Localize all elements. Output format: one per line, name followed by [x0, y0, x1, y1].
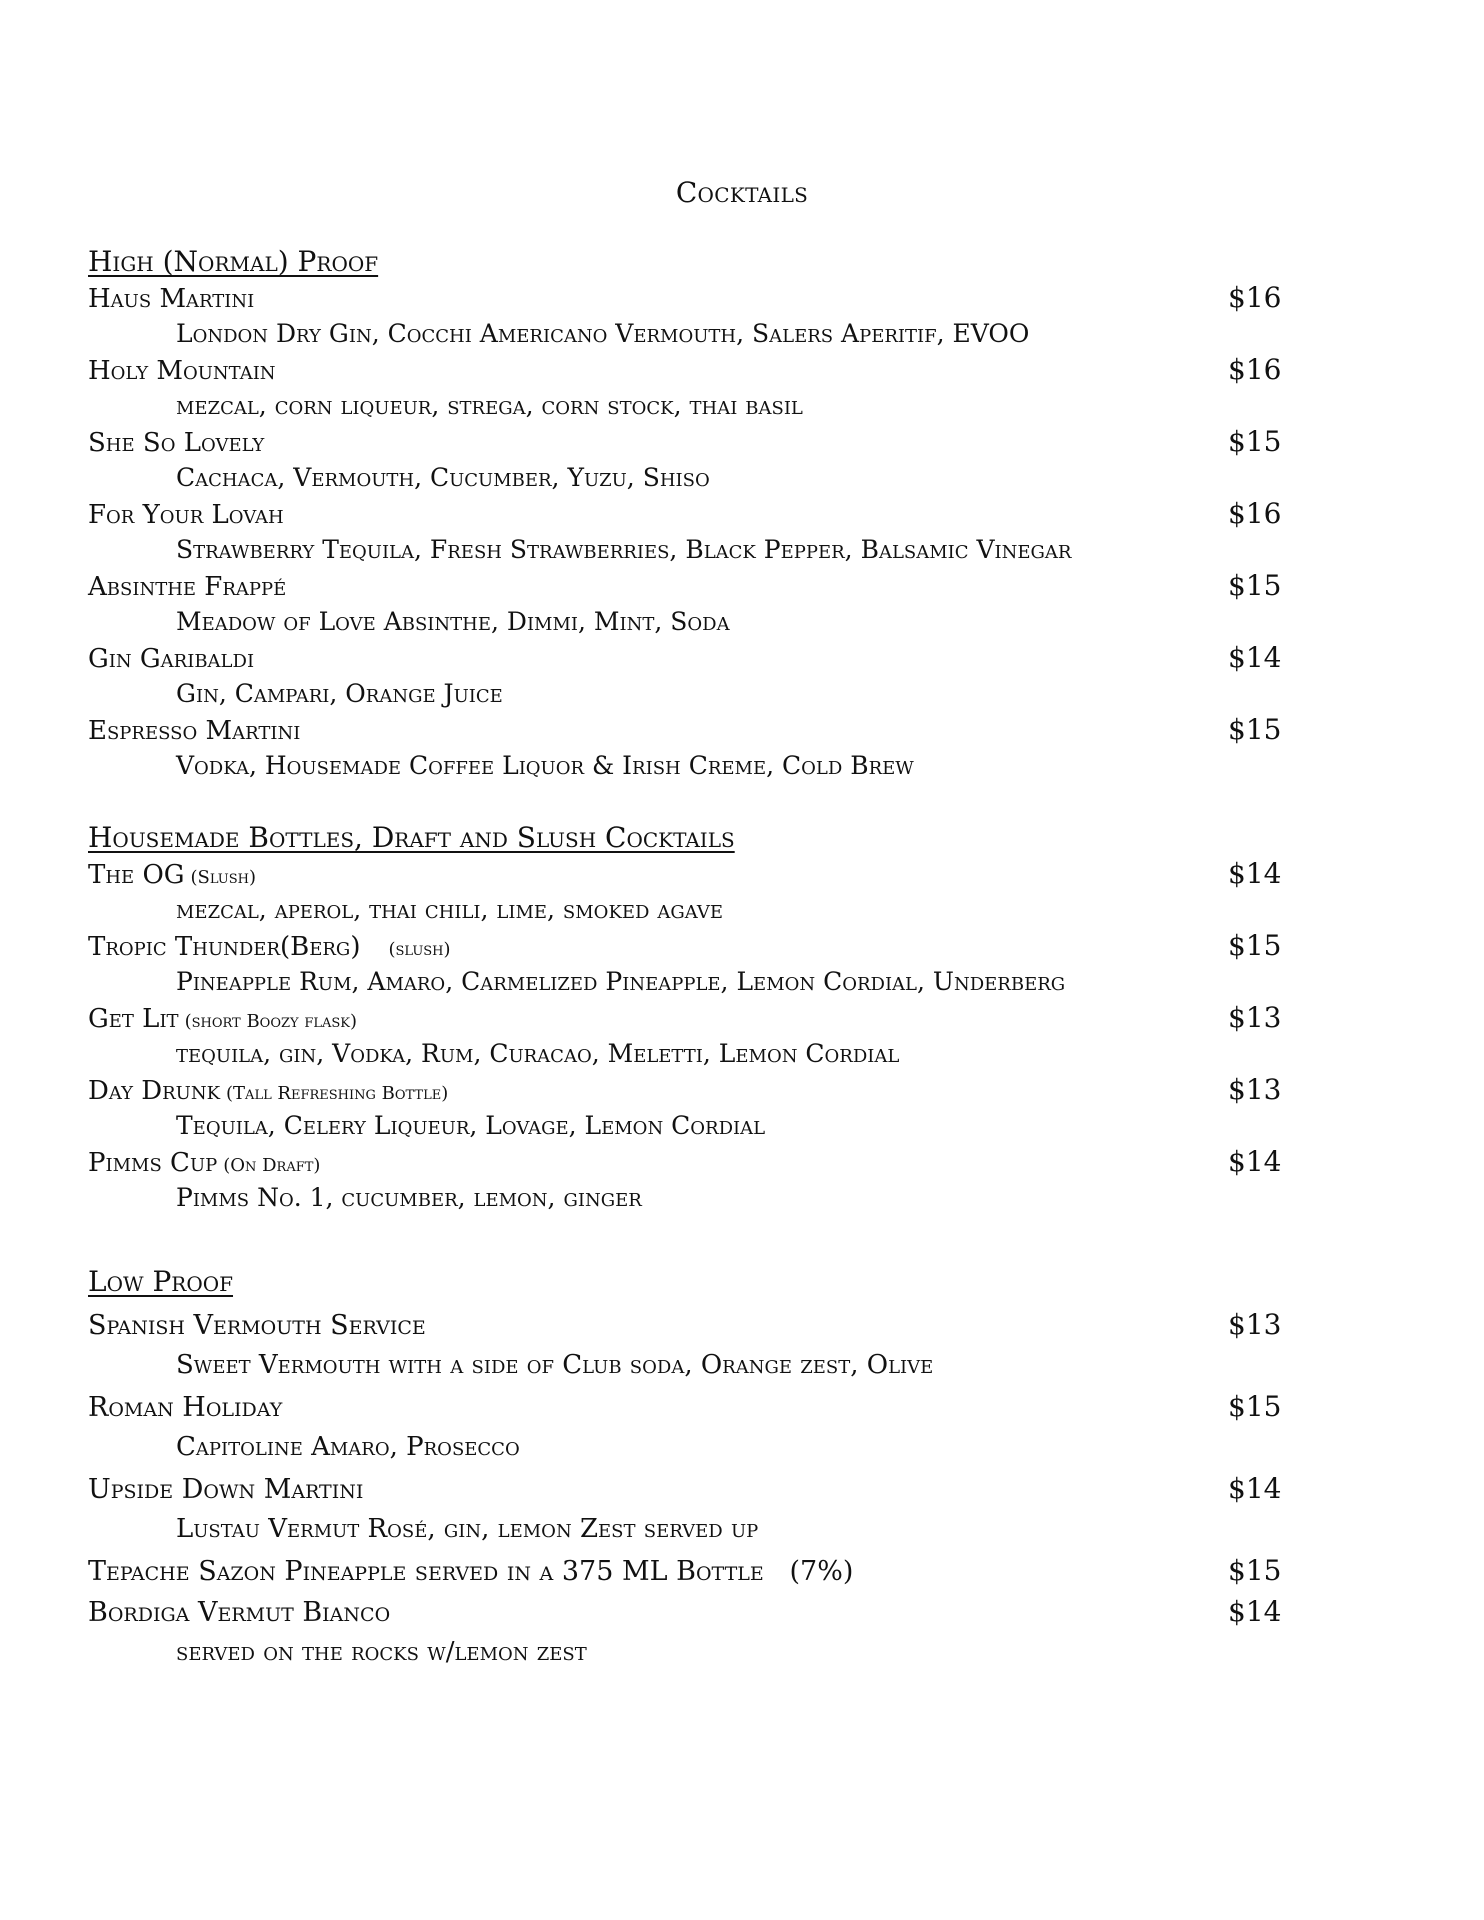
item-description: Tequila, Celery Liqueur, Lovage, Lemon Cordial: [176, 1111, 766, 1140]
item-description: Lustau Vermut Rosé, gin, lemon Zest served up: [176, 1514, 759, 1544]
menu-item: [88, 1591, 1282, 1632]
item-description: mezcal, corn liqueur, strega, corn stock, thai basil: [176, 391, 803, 420]
section-spacer: [88, 784, 1278, 820]
item-note: (slush): [388, 939, 451, 960]
item-price: $15: [1228, 1554, 1282, 1587]
item-name: Upside Down Martini: [88, 1474, 364, 1505]
item-price: $16: [1228, 353, 1282, 386]
item-description: served on the rocks w/lemon zest: [176, 1637, 587, 1667]
item-name: Espresso Martini: [88, 716, 301, 746]
item-description: London Dry Gin, Cocchi Americano Vermouth, Salers Aperitif, EVOO: [176, 319, 1030, 348]
item-note: (Slush): [190, 867, 257, 888]
item-description: tequila, gin, Vodka, Rum, Curacao, Meletti, Lemon Cordial: [176, 1039, 900, 1068]
item-price: $16: [1228, 497, 1282, 530]
item-price: $13: [1228, 1308, 1282, 1341]
item-name: Holy Mountain: [88, 356, 276, 386]
section-heading: Low Proof: [88, 1265, 234, 1298]
section-heading: High (Normal) Proof: [88, 245, 379, 278]
item-description: Meadow of Love Absinthe, Dimmi, Mint, Soda: [176, 607, 730, 636]
item-name: Bordiga Vermut Bianco: [88, 1597, 391, 1628]
item-name-group: [88, 1073, 448, 1112]
item-price: $14: [1228, 1145, 1282, 1178]
item-name: Absinthe Frappé: [88, 572, 287, 602]
item-description: Strawberry Tequila, Fresh Strawberries, Black Pepper, Balsamic Vinegar: [176, 535, 1072, 564]
cocktail-menu: [88, 244, 1282, 1673]
section-spacer: [88, 1216, 1278, 1260]
item-price: $15: [1228, 929, 1282, 962]
menu-item: [88, 568, 1282, 604]
menu-item: [88, 352, 1282, 388]
menu-item: [88, 1000, 1282, 1036]
menu-item: [88, 496, 1282, 532]
item-name-group: [88, 1145, 320, 1184]
item-price: $14: [1228, 641, 1282, 674]
item-note: (short Boozy flask): [184, 1011, 357, 1032]
item-description: Sweet Vermouth with a side of Club soda, Orange zest, Olive: [176, 1350, 934, 1380]
item-name: Tepache Sazon Pineapple served in a 375 ML Bottle (7%): [88, 1556, 854, 1587]
item-description: Vodka, Housemade Coffee Liquor & Irish Creme, Cold Brew: [176, 751, 914, 780]
menu-item: [88, 856, 1282, 892]
item-description: Pimms No. 1, cucumber, lemon, ginger: [176, 1183, 642, 1212]
item-price: $16: [1228, 281, 1282, 314]
item-name: Get Lit: [88, 1004, 179, 1034]
menu-item: [88, 1304, 1282, 1345]
item-price: $14: [1228, 857, 1282, 890]
item-description: mezcal, aperol, thai chili, lime, smoked agave: [176, 895, 724, 924]
item-price: $15: [1228, 569, 1282, 602]
item-name: For Your Lovah: [88, 500, 284, 530]
menu-item: [88, 424, 1282, 460]
item-price: $14: [1228, 1595, 1282, 1628]
menu-item: [88, 712, 1282, 748]
menu-item: [88, 280, 1282, 316]
section-housemade: [88, 820, 1282, 1216]
item-price: $14: [1228, 1472, 1282, 1505]
menu-item: [88, 1386, 1282, 1427]
item-description: Pineapple Rum, Amaro, Carmelized Pineapple, Lemon Cordial, Underberg: [176, 967, 1066, 996]
item-price: $15: [1228, 425, 1282, 458]
section-high-proof: [88, 244, 1282, 784]
item-name: She So Lovely: [88, 428, 265, 458]
item-name-group: [88, 1001, 357, 1040]
item-name: Gin Garibaldi: [88, 644, 255, 674]
section-heading: Housemade Bottles, Draft and Slush Cocktails: [88, 821, 735, 854]
item-price: $15: [1228, 713, 1282, 746]
item-description: Capitoline Amaro, Prosecco: [176, 1432, 520, 1462]
menu-item: [88, 1144, 1282, 1180]
item-name-group: [88, 929, 451, 968]
item-name: The OG: [88, 860, 185, 890]
item-note: (Tall Refreshing Bottle): [226, 1083, 449, 1104]
menu-item: [88, 1550, 1282, 1591]
item-name: Day Drunk: [88, 1076, 221, 1106]
item-name: Spanish Vermouth Service: [88, 1310, 426, 1341]
item-name: Roman Holiday: [88, 1392, 283, 1423]
page-title: Cocktails: [675, 176, 809, 209]
menu-item: [88, 928, 1282, 964]
section-low-proof: [88, 1260, 1282, 1673]
item-name-group: [88, 857, 256, 896]
menu-item: [88, 1072, 1282, 1108]
item-name: Tropic Thunder(Berg): [88, 932, 361, 962]
item-name: Haus Martini: [88, 284, 255, 314]
item-name: Pimms Cup: [88, 1148, 218, 1178]
item-description: Cachaca, Vermouth, Cucumber, Yuzu, Shiso: [176, 463, 710, 492]
item-note: (On Draft): [223, 1155, 321, 1176]
menu-item: [88, 1468, 1282, 1509]
item-description: Gin, Campari, Orange Juice: [176, 679, 503, 708]
item-price: $13: [1228, 1073, 1282, 1106]
item-price: $13: [1228, 1001, 1282, 1034]
item-price: $15: [1228, 1390, 1282, 1423]
menu-item: [88, 640, 1282, 676]
